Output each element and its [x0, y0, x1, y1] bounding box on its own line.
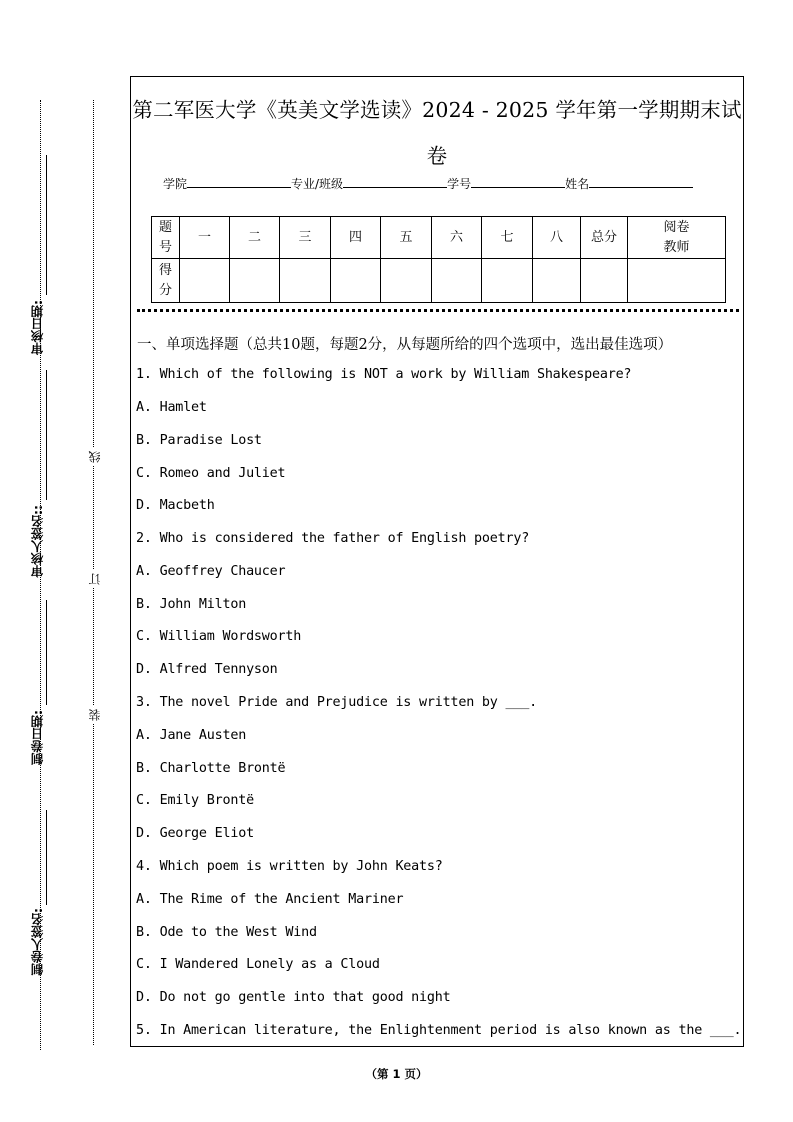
reviewer-sign-label: 审核人签名:: — [30, 505, 45, 578]
question-2: 2. Who is considered the father of English poetry? — [136, 531, 530, 546]
question-4: 4. Which poem is written by John Keats? — [136, 859, 443, 874]
title-line-1: 第二军医大学《英美文学选读》2024 - 2025 学年第一学期期末试 — [132, 98, 742, 122]
score-cell-2[interactable] — [230, 259, 280, 303]
option-1b: B. Paradise Lost — [136, 433, 262, 448]
option-2a: A. Geoffrey Chaucer — [136, 564, 286, 579]
name-label: 姓名 — [565, 177, 590, 191]
bind-char-line: 线 — [86, 448, 102, 466]
exam-frame — [130, 76, 744, 1047]
review-date-line — [46, 155, 47, 295]
major-label: 专业/班级 — [291, 177, 344, 191]
score-cell-total[interactable] — [581, 259, 628, 303]
student-id-field[interactable] — [471, 175, 565, 188]
section-heading: 一、单项选择题（总共10题，每题2分，从每题所给的四个选项中，选出最佳选项） — [137, 337, 673, 353]
option-2b: B. John Milton — [136, 597, 247, 612]
page-number: （第 1 页） — [365, 1067, 428, 1081]
reviewer-sign-line — [46, 370, 47, 500]
option-3a: A. Jane Austen — [136, 728, 247, 743]
bind-char-zhuang: 装 — [86, 706, 102, 724]
score-header-grader: 阅卷教师 — [628, 217, 726, 259]
score-header-6: 六 — [432, 217, 482, 259]
title-line-2: 卷 — [426, 144, 448, 168]
college-field[interactable] — [187, 175, 291, 188]
question-1: 1. Which of the following is NOT a work by William Shakespeare? — [136, 367, 632, 382]
option-4b: B. Ode to the West Wind — [136, 925, 317, 940]
option-1d: D. Macbeth — [136, 498, 215, 513]
score-header-1: 一 — [180, 217, 230, 259]
option-3d: D. George Eliot — [136, 826, 254, 841]
student-info-line — [163, 175, 693, 192]
maker-sign-line — [46, 810, 47, 905]
score-header-5: 五 — [381, 217, 432, 259]
maker-sign-label: 制卷人签名: — [30, 908, 45, 976]
score-cell-7[interactable] — [482, 259, 533, 303]
score-cell-6[interactable] — [432, 259, 482, 303]
exam-title — [131, 87, 743, 179]
option-2d: D. Alfred Tennyson — [136, 662, 278, 677]
score-cell-4[interactable] — [331, 259, 381, 303]
make-date-line — [46, 600, 47, 705]
score-cell-1[interactable] — [180, 259, 230, 303]
score-header-7: 七 — [482, 217, 533, 259]
name-field[interactable] — [589, 175, 693, 188]
college-label: 学院 — [163, 177, 188, 191]
major-field[interactable] — [343, 175, 447, 188]
option-1c: C. Romeo and Juliet — [136, 466, 286, 481]
score-header-total: 总分 — [581, 217, 628, 259]
option-1a: A. Hamlet — [136, 400, 207, 415]
section-separator — [137, 309, 739, 312]
review-date-label: 审核日期: — [30, 300, 45, 355]
score-header-8: 八 — [533, 217, 581, 259]
score-cell-5[interactable] — [381, 259, 432, 303]
score-header-4: 四 — [331, 217, 381, 259]
student-id-label: 学号 — [447, 177, 472, 191]
score-cell-3[interactable] — [280, 259, 331, 303]
score-header-3: 三 — [280, 217, 331, 259]
option-4d: D. Do not go gentle into that good night — [136, 990, 451, 1005]
bind-char-ding: 订 — [86, 570, 102, 588]
question-5: 5. In American literature, the Enlightenment period is also known as the ___. — [136, 1023, 742, 1038]
score-cell-8[interactable] — [533, 259, 581, 303]
option-3c: C. Emily Brontë — [136, 793, 254, 808]
score-table — [151, 216, 726, 303]
option-2c: C. William Wordsworth — [136, 629, 302, 644]
option-4c: C. I Wandered Lonely as a Cloud — [136, 957, 380, 972]
score-cell-grader[interactable] — [628, 259, 726, 303]
option-3b: B. Charlotte Brontë — [136, 761, 286, 776]
score-header-label: 题号 — [152, 217, 180, 259]
score-header-2: 二 — [230, 217, 280, 259]
make-date-label: 制卷日期: — [30, 710, 45, 765]
option-4a: A. The Rime of the Ancient Mariner — [136, 892, 404, 907]
question-3: 3. The novel Pride and Prejudice is written by ___. — [136, 695, 537, 710]
score-row-label: 得分 — [152, 259, 180, 303]
